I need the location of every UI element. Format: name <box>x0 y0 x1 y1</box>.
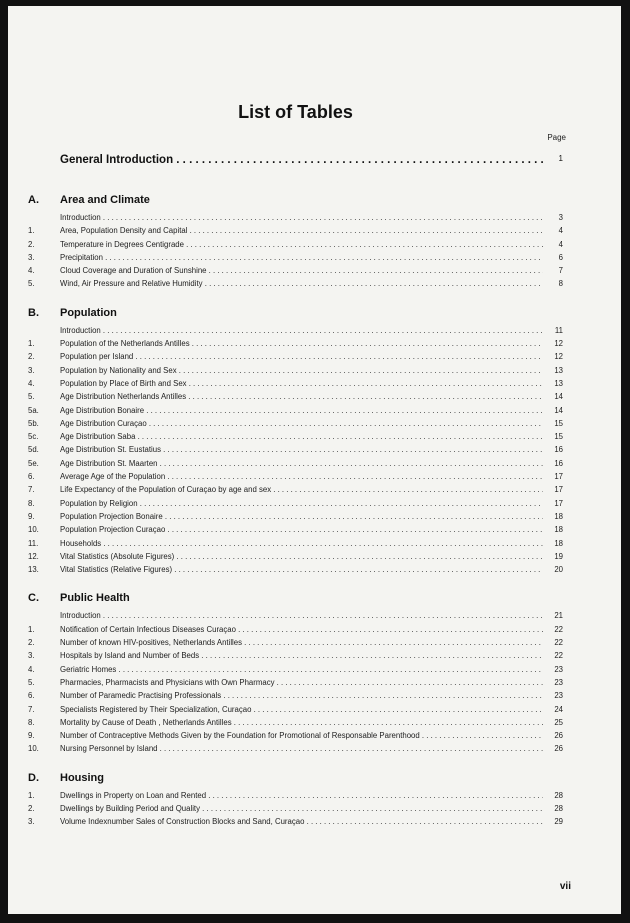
entry-label: Population by Religion . . . <box>60 497 543 510</box>
entry-number: 2. <box>28 803 35 813</box>
entry-number: 5c. <box>28 432 39 442</box>
sections-container <box>28 194 563 829</box>
entry-page: 15 <box>554 432 563 442</box>
entry-label: Age Distribution St. Maarten . . . <box>60 457 543 470</box>
toc-entry[interactable] <box>28 457 563 470</box>
entry-page: 28 <box>554 790 563 800</box>
entry-number: 9. <box>28 731 35 741</box>
entry-page: 20 <box>554 565 563 575</box>
section-heading <box>28 772 563 787</box>
entry-number: 2. <box>28 352 35 362</box>
entry-label: Life Expectancy of the Population of Curaçao by age and sex . . . <box>60 483 543 496</box>
entry-label: Population per Island . . . <box>60 350 543 363</box>
general-introduction-label: General Introduction . . . <box>60 154 543 166</box>
entry-number: 3. <box>28 817 35 827</box>
entry-page: 13 <box>554 378 563 388</box>
entry-number: 8. <box>28 717 35 727</box>
entry-page: 17 <box>554 472 563 482</box>
toc-entry[interactable] <box>28 523 563 536</box>
toc-entry[interactable] <box>28 510 563 523</box>
entry-label: Number of Contraceptive Methods Given by the Foundation for Promotional of Responsable Parenthood . . . <box>60 729 543 742</box>
toc-entry[interactable] <box>28 264 563 277</box>
toc-entry[interactable] <box>28 364 563 377</box>
toc-entry[interactable] <box>28 703 563 716</box>
section-title: Housing <box>60 771 104 784</box>
entry-number: 2. <box>28 239 35 249</box>
entry-number: 5. <box>28 392 35 402</box>
entry-page: 16 <box>554 458 563 468</box>
toc-entry[interactable] <box>28 649 563 662</box>
entry-label: Introduction . . . <box>60 324 543 337</box>
toc-entry[interactable] <box>28 337 563 350</box>
entry-number: 10. <box>28 744 39 754</box>
toc-entry[interactable] <box>28 550 563 563</box>
entry-page: 23 <box>554 664 563 674</box>
toc-entry[interactable] <box>28 277 563 290</box>
table-of-contents <box>28 154 563 845</box>
entry-label: Pharmacies, Pharmacists and Physicians with Own Pharmacy . . . <box>60 676 543 689</box>
entry-label: Introduction . . . <box>60 211 543 224</box>
toc-entry[interactable] <box>28 789 563 802</box>
entry-page: 22 <box>554 638 563 648</box>
entry-label: Number of Paramedic Practising Professionals . . . <box>60 689 543 702</box>
entry-label: Age Distribution Saba . . . <box>60 430 543 443</box>
entry-page: 21 <box>554 611 563 621</box>
toc-entry[interactable] <box>28 663 563 676</box>
toc-entry[interactable] <box>28 251 563 264</box>
entry-page: 15 <box>554 418 563 428</box>
entry-label: Population by Nationality and Sex . . . <box>60 364 543 377</box>
entry-number: 5e. <box>28 458 39 468</box>
toc-entry[interactable] <box>28 324 563 337</box>
entry-number: 4. <box>28 266 35 276</box>
entry-page: 13 <box>554 365 563 375</box>
entry-number: 10. <box>28 525 39 535</box>
entry-page: 16 <box>554 445 563 455</box>
entry-label: Vital Statistics (Absolute Figures) . . . <box>60 550 543 563</box>
section-title: Area and Climate <box>60 194 150 206</box>
entry-number: 6. <box>28 691 35 701</box>
entry-label: Population Projection Curaçao . . . <box>60 523 543 536</box>
entry-number: 8. <box>28 498 35 508</box>
entry-label: Wind, Air Pressure and Relative Humidity . . . <box>60 277 543 290</box>
entry-number: 1. <box>28 339 35 349</box>
entry-page: 28 <box>554 803 563 813</box>
entry-label: Dwellings in Property on Loan and Rented . . . <box>60 789 543 802</box>
section-heading <box>28 307 563 322</box>
entry-label: Nursing Personnel by Island . . . <box>60 742 543 755</box>
entry-label: Area, Population Density and Capital . . . <box>60 224 543 237</box>
entry-number: 5. <box>28 279 35 289</box>
entry-page: 23 <box>554 677 563 687</box>
entry-page: 4 <box>558 239 563 249</box>
entry-page: 25 <box>554 717 563 727</box>
entry-page: 8 <box>558 279 563 289</box>
section-title: Public Health <box>60 592 130 605</box>
entry-label: Hospitals by Island and Number of Beds . . . <box>60 649 543 662</box>
footer-page-number: vii <box>559 881 571 892</box>
entry-page: 18 <box>554 525 563 535</box>
entry-number: 7. <box>28 485 35 495</box>
entry-number: 3. <box>28 252 35 262</box>
entry-label: Average Age of the Population . . . <box>60 470 543 483</box>
toc-entry[interactable] <box>28 390 563 403</box>
section-letter: B. <box>28 306 39 319</box>
entry-label: Age Distribution Bonaire . . . <box>60 404 543 417</box>
entry-label: Population Projection Bonaire . . . <box>60 510 543 523</box>
entry-number: 9. <box>28 511 35 521</box>
entry-number: 6. <box>28 472 35 482</box>
entry-number: 1. <box>28 226 35 236</box>
section-letter: D. <box>28 771 39 784</box>
toc-entry[interactable] <box>28 377 563 390</box>
entry-number: 4. <box>28 378 35 388</box>
toc-entry[interactable] <box>28 224 563 237</box>
toc-entry[interactable] <box>28 404 563 417</box>
entry-page: 17 <box>554 485 563 495</box>
toc-entry[interactable] <box>28 689 563 702</box>
entry-page: 26 <box>554 744 563 754</box>
toc-entry[interactable] <box>28 483 563 496</box>
entry-number: 5b. <box>28 418 39 428</box>
entry-number: 5d. <box>28 445 39 455</box>
toc-entry[interactable] <box>28 609 563 622</box>
entry-number: 7. <box>28 704 35 714</box>
entry-number: 13. <box>28 565 39 575</box>
entry-page: 17 <box>554 498 563 508</box>
entry-page: 14 <box>554 392 563 402</box>
section <box>28 194 563 291</box>
entry-page: 26 <box>554 731 563 741</box>
entry-number: 3. <box>28 365 35 375</box>
entry-label: Households . . . <box>60 537 543 550</box>
entry-page: 18 <box>554 511 563 521</box>
section <box>28 592 563 755</box>
entry-page: 23 <box>554 691 563 701</box>
toc-entry[interactable] <box>28 470 563 483</box>
entry-number: 3. <box>28 651 35 661</box>
toc-entry[interactable] <box>28 563 563 576</box>
toc-entry[interactable] <box>28 742 563 755</box>
document-page <box>8 6 621 914</box>
entry-label: Age Distribution Curaçao . . . <box>60 417 543 430</box>
toc-entry[interactable] <box>28 716 563 729</box>
entry-label: Specialists Registered by Their Specialization, Curaçao . . . <box>60 703 543 716</box>
entry-number: 1. <box>28 624 35 634</box>
entry-number: 2. <box>28 638 35 648</box>
section-letter: C. <box>28 592 39 605</box>
general-introduction-page: 1 <box>558 154 563 163</box>
entry-page: 22 <box>554 651 563 661</box>
page-column-label: Page <box>547 133 566 142</box>
toc-entry[interactable] <box>28 802 563 815</box>
entry-page: 6 <box>558 252 563 262</box>
section-heading <box>28 592 563 607</box>
toc-entry[interactable] <box>28 497 563 510</box>
entry-label: Age Distribution St. Eustatius . . . <box>60 443 543 456</box>
entry-label: Introduction . . . <box>60 609 543 622</box>
toc-entry[interactable] <box>28 623 563 636</box>
section-title: Population <box>60 306 117 319</box>
section-heading <box>28 194 563 209</box>
entry-page: 18 <box>554 538 563 548</box>
entry-number: 4. <box>28 664 35 674</box>
entry-label: Temperature in Degrees Centigrade . . . <box>60 238 543 251</box>
entry-number: 1. <box>28 790 35 800</box>
toc-entry[interactable] <box>28 676 563 689</box>
toc-entry[interactable] <box>28 417 563 430</box>
entry-page: 19 <box>554 551 563 561</box>
toc-entry[interactable] <box>28 636 563 649</box>
entry-number: 12. <box>28 551 39 561</box>
entry-label: Population of the Netherlands Antilles . . . <box>60 337 543 350</box>
entry-page: 7 <box>558 266 563 276</box>
entry-number: 5a. <box>28 405 39 415</box>
entry-label: Number of known HIV-positives, Netherlands Antilles . . . <box>60 636 543 649</box>
general-introduction-entry[interactable] <box>60 154 563 168</box>
entry-number: 5. <box>28 677 35 687</box>
entry-page: 12 <box>554 339 563 349</box>
toc-entry[interactable] <box>28 238 563 251</box>
entry-number: 11. <box>28 538 39 548</box>
section-letter: A. <box>28 194 39 206</box>
toc-entry[interactable] <box>28 350 563 363</box>
entry-label: Dwellings by Building Period and Quality . . . <box>60 802 543 815</box>
toc-entry[interactable] <box>28 537 563 550</box>
entry-page: 29 <box>554 817 563 827</box>
entry-label: Geriatric Homes . . . <box>60 663 543 676</box>
entry-page: 3 <box>558 213 563 222</box>
toc-entry[interactable] <box>28 729 563 742</box>
entry-page: 22 <box>554 624 563 634</box>
entry-label: Population by Place of Birth and Sex . . . <box>60 377 543 390</box>
entry-page: 4 <box>558 226 563 236</box>
toc-entry[interactable] <box>28 211 563 224</box>
entry-label: Notification of Certain Infectious Diseases Curaçao . . . <box>60 623 543 636</box>
entry-label: Cloud Coverage and Duration of Sunshine . . . <box>60 264 543 277</box>
toc-entry[interactable] <box>28 815 563 828</box>
page-title: List of Tables <box>238 102 353 122</box>
entry-page: 24 <box>554 704 563 714</box>
entry-label: Volume Indexnumber Sales of Construction Blocks and Sand, Curaçao . . . <box>60 815 543 828</box>
entry-page: 12 <box>554 352 563 362</box>
toc-entry[interactable] <box>28 443 563 456</box>
entry-label: Mortality by Cause of Death , Netherlands Antilles . . . <box>60 716 543 729</box>
entry-page: 14 <box>554 405 563 415</box>
entry-page: 11 <box>554 325 563 335</box>
section <box>28 307 563 577</box>
section <box>28 772 563 829</box>
entry-label: Precipitation . . . <box>60 251 543 264</box>
entry-label: Age Distribution Netherlands Antilles . . . <box>60 390 543 403</box>
toc-entry[interactable] <box>28 430 563 443</box>
entry-label: Vital Statistics (Relative Figures) . . . <box>60 563 543 576</box>
